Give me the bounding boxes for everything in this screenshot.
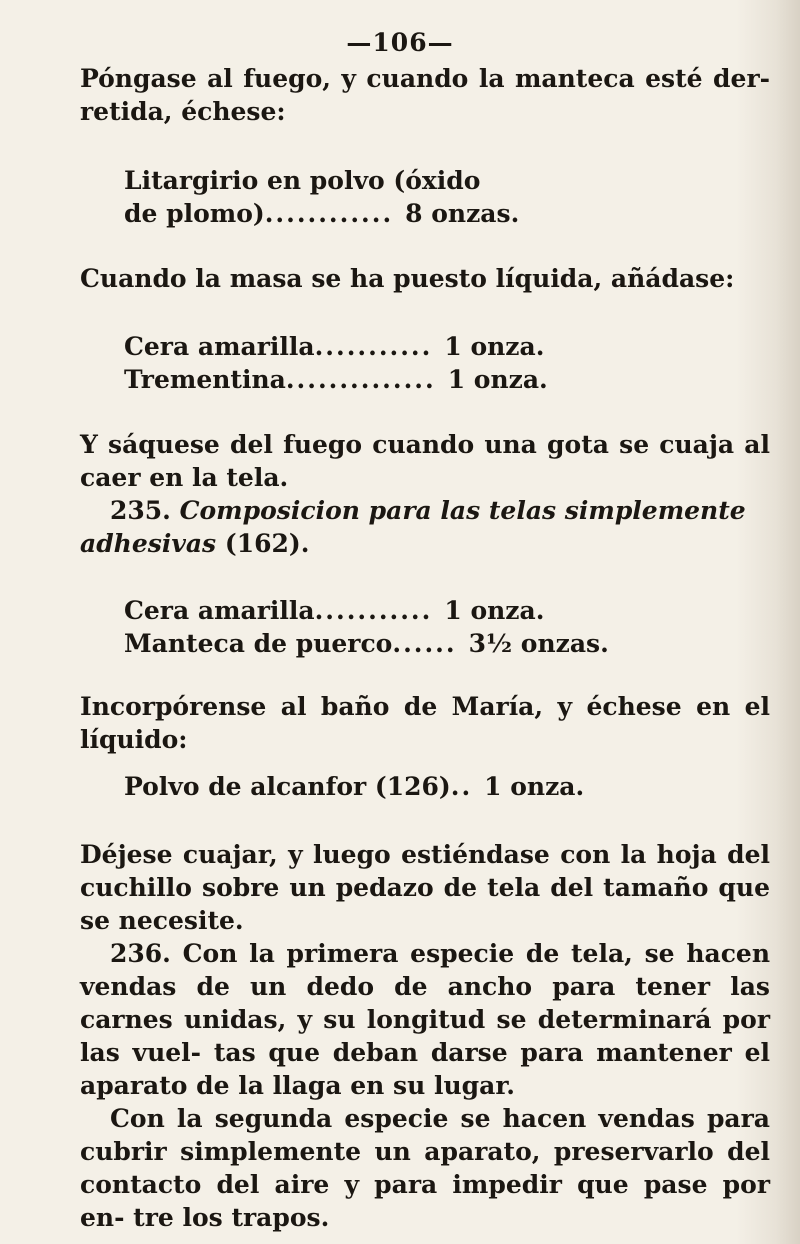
ingredient-quantity: 1 onza.: [444, 332, 545, 361]
paragraph-7: Con la segunda especie se hacen vendas para cubrir simplemente un aparato, preservarlo del contacto del aire y para impedir que pase por en- tre los trapos.: [80, 1104, 770, 1232]
ingredient-quantity: 1 onza.: [444, 596, 545, 625]
ingredient-list-1: [124, 164, 684, 230]
ingredient-list-2: [124, 330, 684, 396]
paragraph-block-2: [80, 262, 770, 295]
page-number: —106—: [346, 28, 454, 57]
ingredient-name: de plomo): [124, 199, 265, 228]
section-number: 235.: [110, 496, 171, 525]
ingredient-list-4: [124, 770, 684, 803]
section-title: Composicion para las telas simplemente adhesivas: [80, 496, 746, 558]
ingredient-name: Litargirio en polvo (óxido: [124, 166, 481, 195]
ingredient-row: [124, 330, 684, 363]
section-235-heading: [80, 494, 770, 560]
ingredient-name: Cera amarilla: [124, 332, 315, 361]
ingredient-name: Manteca de puerco: [124, 629, 393, 658]
paragraph-block-4: [80, 690, 770, 756]
leader-dots: ............: [264, 199, 394, 228]
paragraph-block-3: [80, 428, 770, 560]
ingredient-name: Polvo de alcanfor (126): [124, 772, 451, 801]
leader-dots: ..............: [285, 365, 436, 394]
section-reference: (162).: [224, 529, 310, 558]
ingredient-row: [124, 164, 684, 197]
ingredient-quantity: 3½ onzas.: [468, 629, 609, 658]
ingredient-row: [124, 363, 684, 396]
ingredient-row: [124, 770, 684, 803]
leader-dots: ...........: [314, 332, 433, 361]
ingredient-name: Cera amarilla: [124, 596, 315, 625]
paragraph-block-5: [80, 838, 770, 1234]
ingredient-row: [124, 594, 684, 627]
ingredient-row: [124, 197, 684, 230]
paragraph-4: Incorpórense al baño de María, y échese en el líquido:: [80, 692, 770, 754]
ingredient-list-3: [124, 594, 684, 660]
ingredient-quantity: 1 onza.: [447, 365, 548, 394]
leader-dots: ..: [450, 772, 473, 801]
ingredient-row: [124, 627, 684, 660]
paragraph-5: Déjese cuajar, y luego estiéndase con la hoja del cuchillo sobre un pedazo de tela del tamaño que se necesite.: [80, 840, 770, 935]
ingredient-name: Trementina: [124, 365, 286, 394]
leader-dots: ...........: [314, 596, 433, 625]
paragraph-intro: [80, 62, 770, 128]
paragraph-6: 236. Con la primera especie de tela, se hacen vendas de un dedo de ancho para tener las carnes unidas, y su longitud se determinará por las vuel- tas que deban darse para mantener el aparato de la llaga en su lugar.: [80, 939, 770, 1100]
ingredient-quantity: 8 onzas.: [405, 199, 520, 228]
ingredient-quantity: 1 onza.: [484, 772, 585, 801]
paragraph-1: Póngase al fuego, y cuando la manteca esté der- retida, échese:: [80, 64, 770, 126]
leader-dots: ......: [392, 629, 457, 658]
paragraph-2: Cuando la masa se ha puesto líquida, añádase:: [80, 264, 735, 293]
paragraph-3: Y sáquese del fuego cuando una gota se cuaja al caer en la tela.: [80, 430, 770, 492]
